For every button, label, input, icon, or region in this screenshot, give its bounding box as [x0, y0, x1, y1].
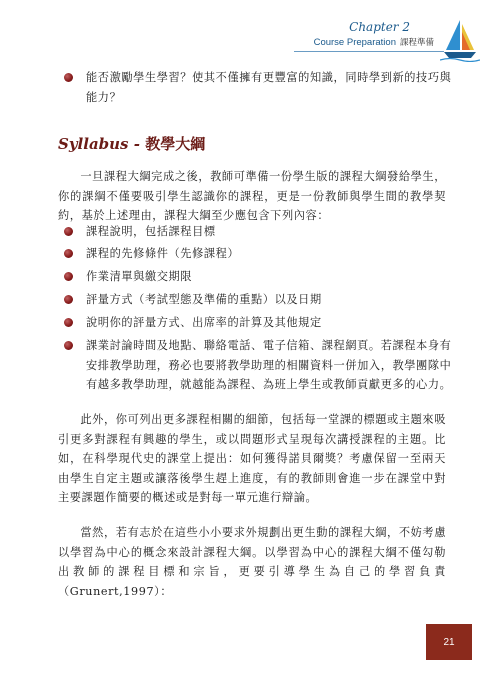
list-item — [82, 336, 452, 395]
page-number: 21 — [443, 636, 455, 648]
bullet-icon — [64, 73, 73, 82]
bullet-icon — [64, 272, 73, 281]
list-item-text: 課程說明，包括課程目標 — [86, 225, 216, 238]
course-title-zh: 課程準備 — [399, 37, 434, 47]
paragraph-3: 當然，若有志於在這些小小要求外規劃出更生動的課程大綱，不妨考慮以學習為中心的概念來設計課程大綱。以學習為中心的課程大綱不僅勾勒出教師的課程目標和宗旨，更要引導學生為自己的學習負責（Grunert,1997）： — [58, 526, 446, 598]
course-title-en: Course Preparation — [313, 37, 396, 48]
list-item — [82, 290, 452, 310]
course-title — [314, 36, 434, 48]
bullet-icon — [64, 227, 73, 236]
section-title-en: Syllabus - — [58, 135, 140, 153]
bullet-icon — [64, 295, 73, 304]
list-item-text: 評量方式（考試型態及準備的重點）以及日期 — [86, 293, 322, 306]
list-item — [82, 222, 452, 242]
list-item — [82, 313, 452, 333]
intro-bullet-text: 能否激勵學生學習？使其不僅擁有更豐富的知識，同時學到新的技巧與能力？ — [86, 71, 452, 104]
bullet-icon — [64, 318, 73, 327]
list-item — [82, 267, 452, 287]
section-title — [58, 133, 205, 154]
header-rule — [294, 51, 444, 52]
list-item-text: 課程的先修條件（先修課程） — [86, 247, 240, 260]
bullet-icon — [64, 341, 73, 350]
intro-bullet — [82, 68, 452, 107]
list-item — [82, 244, 452, 264]
list-item-text: 課業討論時間及地點、聯絡電話、電子信箱、課程網頁。若課程本身有安排教學助理，務必也要將教學助理的相關資料一併加入，教學團隊中有越多教學助理，就越能為課程、為班上學生或教師貢獻更多的心力。 — [86, 339, 452, 391]
sailboat-logo-icon — [440, 18, 480, 62]
chapter-label: Chapter 2 — [349, 20, 410, 34]
page-header — [280, 18, 480, 58]
section-title-zh: 教學大綱 — [145, 135, 206, 153]
paragraph-1: 一旦課程大綱完成之後，教師可準備一份學生版的課程大綱發給學生，你的課綱不僅要吸引學生認識你的課程，更是一份教師與學生間的教學契約，基於上述理由，課程大綱至少應包含下列內容： — [58, 170, 446, 222]
page-number-badge — [426, 624, 472, 660]
bullet-icon — [64, 249, 73, 258]
paragraph-2: 此外，你可列出更多課程相關的細節，包括每一堂課的標題或主題來吸引更多對課程有興趣的學生，或以問題形式呈現每次講授課程的主題。比如，在科學現代史的課堂上提出：如何獲得諾貝爾獎？考慮保留一至兩天由學生自定主題或讓落後學生趕上進度，有的教師則會進一步在課堂中對主要課題作簡要的概述或是對每一單元進行辯論。 — [58, 413, 446, 504]
list-item-text: 說明你的評量方式、出席率的計算及其他規定 — [86, 316, 322, 329]
list-item-text: 作業清單與繳交期限 — [86, 270, 193, 283]
